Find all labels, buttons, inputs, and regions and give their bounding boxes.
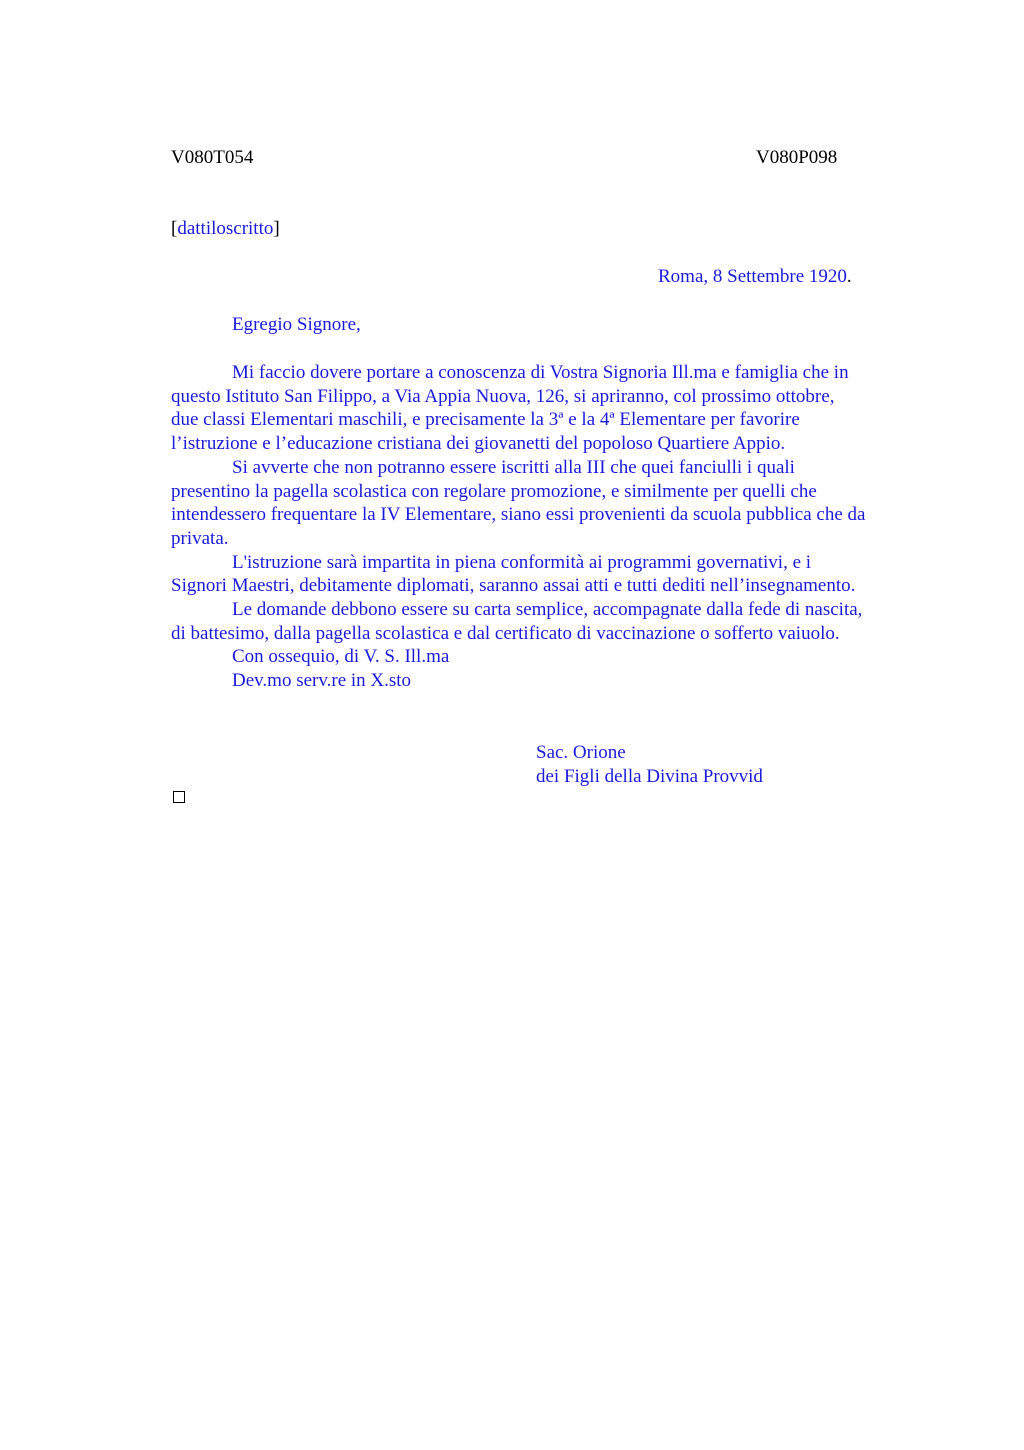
note-bracket-open: [ [171,218,178,239]
body-line: privata. [171,527,229,549]
body-line: L'istruzione sarà impartita in piena conformità ai programmi governativi, e i [232,551,812,573]
signature-block [536,741,763,789]
body-line: Mi faccio dovere portare a conoscenza di Vostra Signoria Ill.ma e famiglia che in [232,362,849,383]
body-line: presentino la pagella scolastica con regolare promozione, e similmente per quelli che [171,480,817,502]
letter-date [658,266,852,288]
body-line: Signori Maestri, debitamente diplomati, saranno assai atti e tutti dediti nell’insegnamento. [171,575,856,597]
letter-date-text: Roma, 8 Settembre 1920 [658,266,847,287]
note-text: dattiloscritto [177,218,274,239]
body-line: Le domande debbono essere su carta semplice, accompagnate dalla fede di nascita, [232,599,863,621]
letter-salutation: Egregio Signore, [232,314,361,335]
body-line: Si avverte che non potranno essere iscritti alla III che quei fanciulli i quali [232,456,795,478]
body-line: l’istruzione e l’educazione cristiana dei giovanetti del popoloso Quartiere Appio. [171,433,786,455]
body-line: questo Istituto San Filippo, a Via Appia Nuova, 126, si apriranno, col prossimo ottobre, [171,385,835,407]
document-code-left: V080T054 [171,147,254,168]
signature-title: dei Figli della Divina Provvid [536,766,763,787]
document-code-right: V080P098 [756,147,838,168]
closing-line: Con ossequio, di V. S. Ill.ma [232,646,450,668]
body-line: intendessero frequentare la IV Elementare, siano essi provenienti da scuola pubblica che da [171,504,866,526]
body-line: due classi Elementari maschili, e precisamente la 3ª e la 4ª Elementare per favorire [171,409,800,431]
typescript-note [171,218,280,240]
letter-date-period: . [846,266,852,287]
note-bracket-close: ] [273,218,280,239]
end-marker-box [173,791,185,803]
signature-name: Sac. Orione [536,742,626,763]
body-line: di battesimo, dalla pagella scolastica e dal certificato di vaccinazione o sofferto vaiuolo. [171,622,840,644]
closing-line: Dev.mo serv.re in X.sto [232,670,412,692]
letter-body [171,361,931,693]
